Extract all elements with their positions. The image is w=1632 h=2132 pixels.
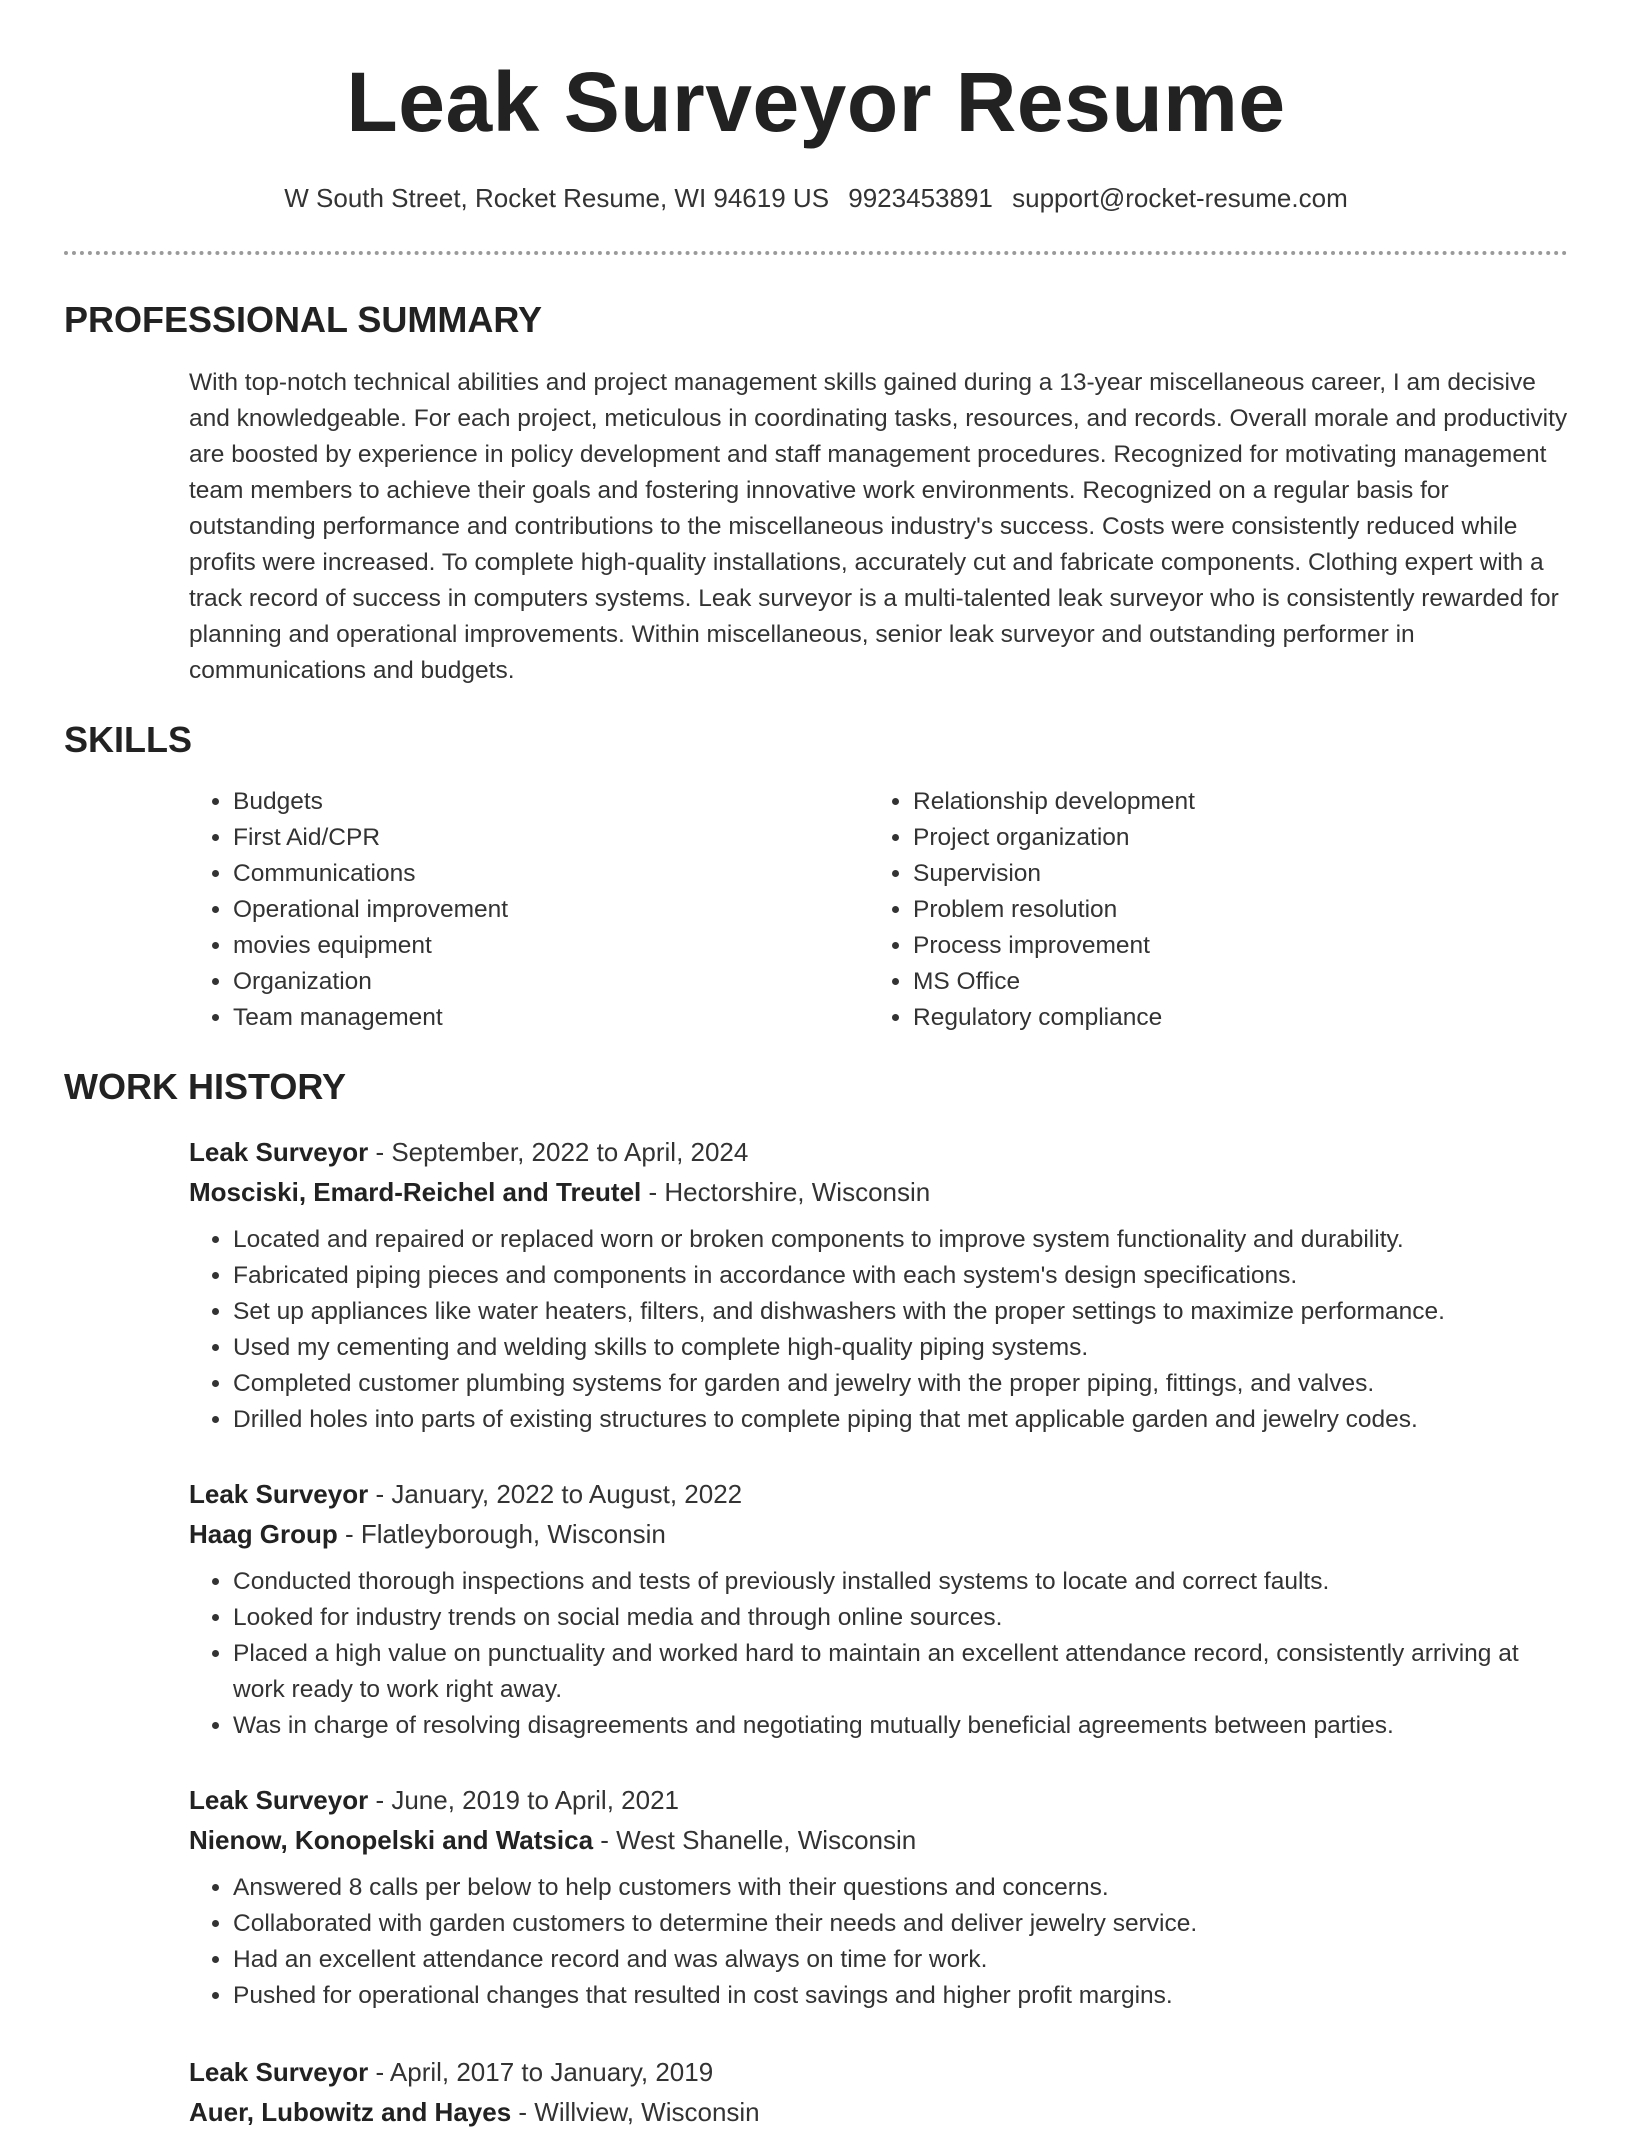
job-bullet: • Fabricated piping pieces and components in accordance with each system's design specifications. [233,1258,1569,1294]
job-location: - Flatleyborough, Wisconsin [337,1519,666,1549]
skill-item: • Team management [233,1000,508,1036]
job-bullet: • Drilled holes into parts of existing structures to complete piping that met applicable garden and jewelry codes. [233,1402,1569,1438]
skill-item: • Operational improvement [233,892,508,928]
job-bullet: • Pushed for operational changes that resulted in cost savings and higher profit margins. [233,1978,1569,2014]
job-dates: - April, 2017 to January, 2019 [368,2057,714,2087]
job-location: - Willview, Wisconsin [511,2097,760,2127]
job-company: Mosciski, Emard-Reichel and Treutel [189,1177,642,1207]
job-company: Auer, Lubowitz and Hayes [189,2097,512,2127]
job-company: Haag Group [189,1519,338,1549]
job-bullets [189,1564,1569,1744]
job-title: Leak Surveyor [189,2057,369,2087]
job-bullet: • Collaborated with garden customers to determine their needs and deliver jewelry service. [233,1906,1569,1942]
skill-item: • Problem resolution [913,892,1195,928]
job-bullet: • Had an excellent attendance record and was always on time for work. [233,1942,1569,1978]
job-bullet: • Looked for industry trends on social media and through online sources. [233,1600,1569,1636]
skill-item: • First Aid/CPR [233,820,508,856]
job-company-line [189,1514,1569,1554]
skills-list-right [869,784,1195,1036]
skill-item: • Relationship development [913,784,1195,820]
job-entry [189,1780,1569,2014]
skill-item: • Supervision [913,856,1195,892]
skill-item: • Communications [233,856,508,892]
skills-heading: SKILLS [64,719,193,760]
skill-item: • MS Office [913,964,1195,1000]
skill-item: • Budgets [233,784,508,820]
job-title-line [189,1474,1569,1514]
job-company: Nienow, Konopelski and Watsica [189,1825,594,1855]
job-bullet: • Answered 8 calls per below to help customers with their questions and concerns. [233,1870,1569,1906]
job-bullet: • Placed a high value on punctuality and worked hard to maintain an excellent attendance record, consistently arriving at work ready to work right away. [233,1636,1569,1708]
work-history-heading: WORK HISTORY [64,1066,347,1107]
summary-heading: PROFESSIONAL SUMMARY [64,299,543,340]
job-location: - West Shanelle, Wisconsin [593,1825,917,1855]
job-title: Leak Surveyor [189,1137,369,1167]
job-company-line [189,1820,1569,1860]
header-divider [64,251,1568,255]
job-bullets [189,1222,1569,1438]
job-title: Leak Surveyor [189,1785,369,1815]
skill-item: • Organization [233,964,508,1000]
skill-item: • Process improvement [913,928,1195,964]
contact-line [0,180,1632,216]
job-title-line [189,1132,1569,1172]
summary-text: With top-notch technical abilities and project management skills gained during a 13-year miscellaneous career, I am decisive and knowledgeable. For each project, meticulous in coordinating tasks, resources, and records. Overall morale and productivity are boosted by experience in policy development and staff management procedures. Recognized for motivating management team members to achieve their goals and fostering innovative work environments. Recognized on a regular basis for outstanding performance and contributions to the miscellaneous industry's success. Costs were consistently reduced while profits were increased. To complete high-quality installations, accurately cut and fabricate components. Clothing expert with a track record of success in computers systems. Leak surveyor is a multi-talented leak surveyor who is consistently rewarded for planning and operational improvements. Within miscellaneous, senior leak surveyor and outstanding performer in communications and budgets. [189,369,1568,684]
job-company-line [189,1172,1569,1212]
skill-item: • movies equipment [233,928,508,964]
job-bullet: • Completed customer plumbing systems for garden and jewelry with the proper piping, fittings, and valves. [233,1366,1569,1402]
job-bullets [189,1870,1569,2014]
job-entry [189,2052,1569,2132]
job-bullet: • Set up appliances like water heaters, filters, and dishwashers with the proper settings to maximize performance. [233,1294,1569,1330]
job-entry [189,1132,1569,1438]
job-dates: - September, 2022 to April, 2024 [368,1137,749,1167]
job-entry [189,1474,1569,1744]
job-bullet: • Conducted thorough inspections and tests of previously installed systems to locate and correct faults. [233,1564,1569,1600]
resume-title: Leak Surveyor Resume [346,55,1286,149]
job-title-line [189,2052,1569,2092]
skill-item: • Regulatory compliance [913,1000,1195,1036]
job-dates: - January, 2022 to August, 2022 [368,1479,743,1509]
job-title-line [189,1780,1569,1820]
email-text: support@rocket-resume.com [1012,183,1348,213]
skills-list-left [189,784,508,1036]
address-text: W South Street, Rocket Resume, WI 94619 US [284,183,830,213]
skill-item: • Project organization [913,820,1195,856]
job-dates: - June, 2019 to April, 2021 [368,1785,679,1815]
phone-text: 9923453891 [848,183,993,213]
job-title: Leak Surveyor [189,1479,369,1509]
job-bullet: • Was in charge of resolving disagreements and negotiating mutually beneficial agreements between parties. [233,1708,1569,1744]
job-bullet: • Located and repaired or replaced worn or broken components to improve system functionality and durability. [233,1222,1569,1258]
job-company-line [189,2092,1569,2132]
job-bullet: • Used my cementing and welding skills to complete high-quality piping systems. [233,1330,1569,1366]
job-location: - Hectorshire, Wisconsin [641,1177,931,1207]
